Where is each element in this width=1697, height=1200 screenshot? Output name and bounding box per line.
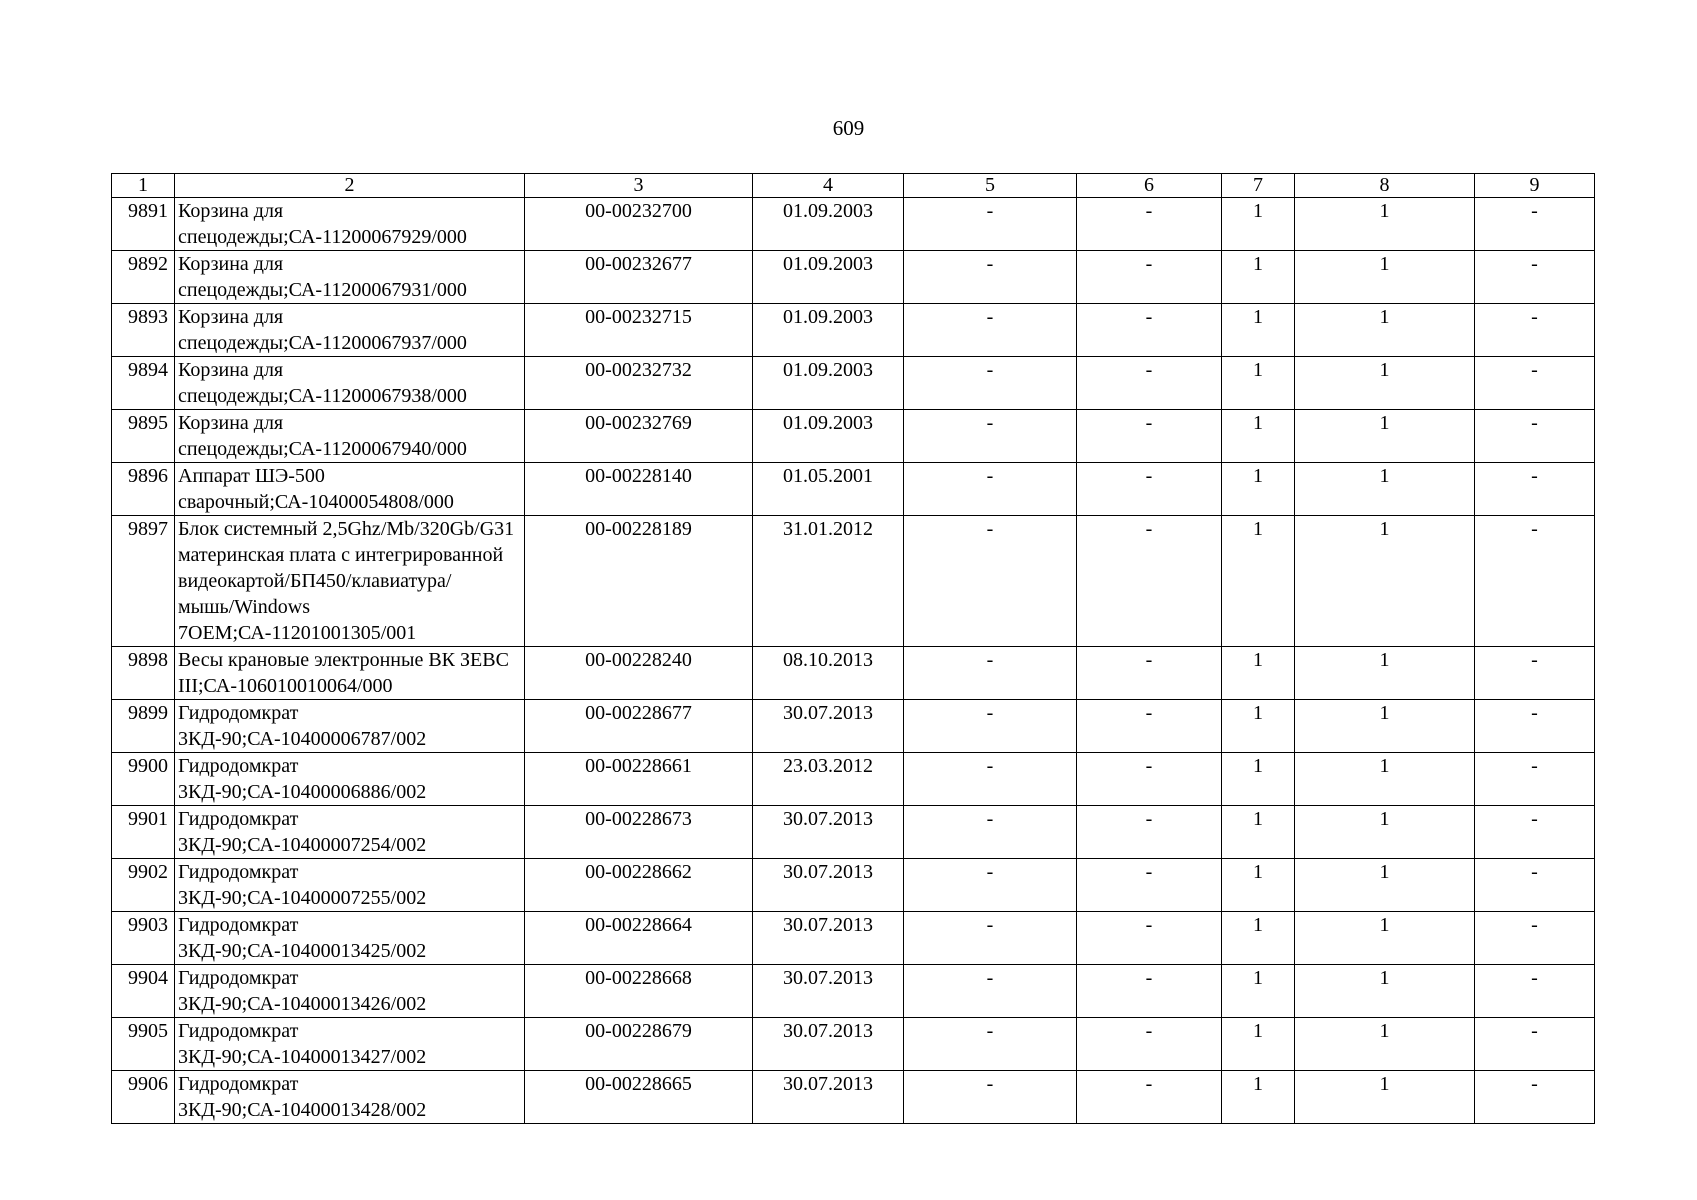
column-6-cell: - (1077, 304, 1222, 357)
item-name-cell: Гидродомкрат 3КД-90;СА-10400006787/002 (175, 700, 525, 753)
column-6-cell: - (1077, 700, 1222, 753)
column-5-cell: - (904, 304, 1077, 357)
column-6-cell: - (1077, 965, 1222, 1018)
item-name-cell: Гидродомкрат 3КД-90;СА-10400013428/002 (175, 1071, 525, 1124)
column-5-cell: - (904, 806, 1077, 859)
row-number-cell: 9897 (112, 516, 175, 647)
date-cell: 30.07.2013 (753, 1071, 904, 1124)
column-7-cell: 1 (1222, 965, 1295, 1018)
item-name-cell: Корзина для спецодежды;СА-11200067937/000 (175, 304, 525, 357)
column-5-cell: - (904, 912, 1077, 965)
inventory-code-cell: 00-00228662 (525, 859, 753, 912)
table-row (112, 516, 1595, 647)
row-number-cell: 9895 (112, 410, 175, 463)
column-7-cell: 1 (1222, 912, 1295, 965)
inventory-code-cell: 00-00228664 (525, 912, 753, 965)
column-header: 2 (175, 174, 525, 198)
inventory-code-cell: 00-00228240 (525, 647, 753, 700)
inventory-table (111, 173, 1595, 1124)
column-header: 4 (753, 174, 904, 198)
column-9-cell: - (1475, 912, 1595, 965)
column-8-cell: 1 (1295, 516, 1475, 647)
table-row (112, 700, 1595, 753)
item-name-cell: Гидродомкрат 3КД-90;СА-10400013426/002 (175, 965, 525, 1018)
row-number-cell: 9904 (112, 965, 175, 1018)
column-7-cell: 1 (1222, 357, 1295, 410)
page-number: 609 (832, 116, 865, 140)
inventory-code-cell: 00-00228661 (525, 753, 753, 806)
column-9-cell: - (1475, 647, 1595, 700)
table-row (112, 647, 1595, 700)
date-cell: 01.09.2003 (753, 357, 904, 410)
item-name-cell: Гидродомкрат 3КД-90;СА-10400013425/002 (175, 912, 525, 965)
row-number-cell: 9903 (112, 912, 175, 965)
column-8-cell: 1 (1295, 965, 1475, 1018)
column-5-cell: - (904, 251, 1077, 304)
column-header: 5 (904, 174, 1077, 198)
column-7-cell: 1 (1222, 463, 1295, 516)
row-number-cell: 9906 (112, 1071, 175, 1124)
inventory-code-cell: 00-00232715 (525, 304, 753, 357)
column-7-cell: 1 (1222, 647, 1295, 700)
date-cell: 01.05.2001 (753, 463, 904, 516)
column-7-cell: 1 (1222, 304, 1295, 357)
item-name-cell: Корзина для спецодежды;СА-11200067940/000 (175, 410, 525, 463)
column-8-cell: 1 (1295, 251, 1475, 304)
column-9-cell: - (1475, 304, 1595, 357)
column-6-cell: - (1077, 806, 1222, 859)
inventory-code-cell: 00-00228679 (525, 1018, 753, 1071)
item-name-cell: Гидродомкрат 3КД-90;СА-10400007255/002 (175, 859, 525, 912)
inventory-code-cell: 00-00228673 (525, 806, 753, 859)
column-header: 3 (525, 174, 753, 198)
column-9-cell: - (1475, 357, 1595, 410)
column-9-cell: - (1475, 753, 1595, 806)
column-9-cell: - (1475, 700, 1595, 753)
column-5-cell: - (904, 198, 1077, 251)
table-row (112, 965, 1595, 1018)
date-cell: 23.03.2012 (753, 753, 904, 806)
column-5-cell: - (904, 859, 1077, 912)
column-header: 9 (1475, 174, 1595, 198)
item-name-cell: Блок системный 2,5Ghz/Mb/320Gb/G31 материнская плата с интегрированной видеокартой/БП450/клавиатура/мышь/Windows 7OEM;СА-11201001305/001 (175, 516, 525, 647)
table-row (112, 357, 1595, 410)
table-row (112, 753, 1595, 806)
column-8-cell: 1 (1295, 647, 1475, 700)
table-row (112, 912, 1595, 965)
date-cell: 01.09.2003 (753, 304, 904, 357)
table-row (112, 859, 1595, 912)
date-cell: 01.09.2003 (753, 251, 904, 304)
column-8-cell: 1 (1295, 1018, 1475, 1071)
row-number-cell: 9893 (112, 304, 175, 357)
column-8-cell: 1 (1295, 463, 1475, 516)
date-cell: 08.10.2013 (753, 647, 904, 700)
item-name-cell: Корзина для спецодежды;СА-11200067929/000 (175, 198, 525, 251)
column-6-cell: - (1077, 198, 1222, 251)
column-9-cell: - (1475, 1071, 1595, 1124)
inventory-code-cell: 00-00232732 (525, 357, 753, 410)
column-6-cell: - (1077, 647, 1222, 700)
column-5-cell: - (904, 700, 1077, 753)
column-7-cell: 1 (1222, 251, 1295, 304)
table-row (112, 410, 1595, 463)
column-header: 6 (1077, 174, 1222, 198)
column-5-cell: - (904, 463, 1077, 516)
column-7-cell: 1 (1222, 516, 1295, 647)
date-cell: 01.09.2003 (753, 410, 904, 463)
inventory-code-cell: 00-00228668 (525, 965, 753, 1018)
column-9-cell: - (1475, 410, 1595, 463)
item-name-cell: Гидродомкрат 3КД-90;СА-10400007254/002 (175, 806, 525, 859)
date-cell: 31.01.2012 (753, 516, 904, 647)
column-8-cell: 1 (1295, 753, 1475, 806)
column-5-cell: - (904, 753, 1077, 806)
column-9-cell: - (1475, 198, 1595, 251)
date-cell: 30.07.2013 (753, 806, 904, 859)
column-header: 8 (1295, 174, 1475, 198)
row-number-cell: 9901 (112, 806, 175, 859)
row-number-cell: 9894 (112, 357, 175, 410)
column-6-cell: - (1077, 859, 1222, 912)
inventory-code-cell: 00-00228189 (525, 516, 753, 647)
item-name-cell: Гидродомкрат 3КД-90;СА-10400013427/002 (175, 1018, 525, 1071)
row-number-cell: 9891 (112, 198, 175, 251)
row-number-cell: 9898 (112, 647, 175, 700)
column-8-cell: 1 (1295, 410, 1475, 463)
column-7-cell: 1 (1222, 1071, 1295, 1124)
inventory-code-cell: 00-00232677 (525, 251, 753, 304)
column-7-cell: 1 (1222, 1018, 1295, 1071)
column-8-cell: 1 (1295, 1071, 1475, 1124)
item-name-cell: Корзина для спецодежды;СА-11200067931/000 (175, 251, 525, 304)
column-9-cell: - (1475, 965, 1595, 1018)
row-number-cell: 9892 (112, 251, 175, 304)
header-row (112, 174, 1595, 198)
column-6-cell: - (1077, 463, 1222, 516)
date-cell: 30.07.2013 (753, 912, 904, 965)
inventory-code-cell: 00-00228665 (525, 1071, 753, 1124)
column-7-cell: 1 (1222, 806, 1295, 859)
column-5-cell: - (904, 965, 1077, 1018)
column-7-cell: 1 (1222, 700, 1295, 753)
column-8-cell: 1 (1295, 198, 1475, 251)
column-9-cell: - (1475, 251, 1595, 304)
table-row (112, 251, 1595, 304)
table-row (112, 198, 1595, 251)
column-6-cell: - (1077, 357, 1222, 410)
item-name-cell: Аппарат ШЭ-500 сварочный;СА-10400054808/000 (175, 463, 525, 516)
inventory-code-cell: 00-00228677 (525, 700, 753, 753)
column-6-cell: - (1077, 410, 1222, 463)
column-5-cell: - (904, 410, 1077, 463)
column-8-cell: 1 (1295, 304, 1475, 357)
inventory-code-cell: 00-00228140 (525, 463, 753, 516)
date-cell: 30.07.2013 (753, 965, 904, 1018)
column-8-cell: 1 (1295, 912, 1475, 965)
table-row (112, 463, 1595, 516)
column-9-cell: - (1475, 859, 1595, 912)
column-5-cell: - (904, 647, 1077, 700)
column-9-cell: - (1475, 806, 1595, 859)
inventory-code-cell: 00-00232700 (525, 198, 753, 251)
column-header: 1 (112, 174, 175, 198)
row-number-cell: 9896 (112, 463, 175, 516)
row-number-cell: 9899 (112, 700, 175, 753)
column-7-cell: 1 (1222, 198, 1295, 251)
item-name-cell: Гидродомкрат 3КД-90;СА-10400006886/002 (175, 753, 525, 806)
column-5-cell: - (904, 1071, 1077, 1124)
column-6-cell: - (1077, 753, 1222, 806)
item-name-cell: Корзина для спецодежды;СА-11200067938/000 (175, 357, 525, 410)
column-9-cell: - (1475, 1018, 1595, 1071)
column-8-cell: 1 (1295, 859, 1475, 912)
column-6-cell: - (1077, 251, 1222, 304)
column-9-cell: - (1475, 516, 1595, 647)
date-cell: 30.07.2013 (753, 859, 904, 912)
date-cell: 30.07.2013 (753, 700, 904, 753)
column-5-cell: - (904, 1018, 1077, 1071)
inventory-code-cell: 00-00232769 (525, 410, 753, 463)
table-row (112, 806, 1595, 859)
column-header: 7 (1222, 174, 1295, 198)
column-8-cell: 1 (1295, 357, 1475, 410)
column-9-cell: - (1475, 463, 1595, 516)
table-row (112, 304, 1595, 357)
column-6-cell: - (1077, 1071, 1222, 1124)
date-cell: 30.07.2013 (753, 1018, 904, 1071)
table-row (112, 1018, 1595, 1071)
column-7-cell: 1 (1222, 410, 1295, 463)
row-number-cell: 9905 (112, 1018, 175, 1071)
column-6-cell: - (1077, 1018, 1222, 1071)
column-6-cell: - (1077, 516, 1222, 647)
column-7-cell: 1 (1222, 859, 1295, 912)
table-row (112, 1071, 1595, 1124)
item-name-cell: Весы крановые электронные ВК ЗЕВС III;СА-106010010064/000 (175, 647, 525, 700)
column-8-cell: 1 (1295, 806, 1475, 859)
column-6-cell: - (1077, 912, 1222, 965)
column-5-cell: - (904, 516, 1077, 647)
row-number-cell: 9902 (112, 859, 175, 912)
column-5-cell: - (904, 357, 1077, 410)
date-cell: 01.09.2003 (753, 198, 904, 251)
column-8-cell: 1 (1295, 700, 1475, 753)
table-body (112, 198, 1595, 1124)
column-7-cell: 1 (1222, 753, 1295, 806)
row-number-cell: 9900 (112, 753, 175, 806)
